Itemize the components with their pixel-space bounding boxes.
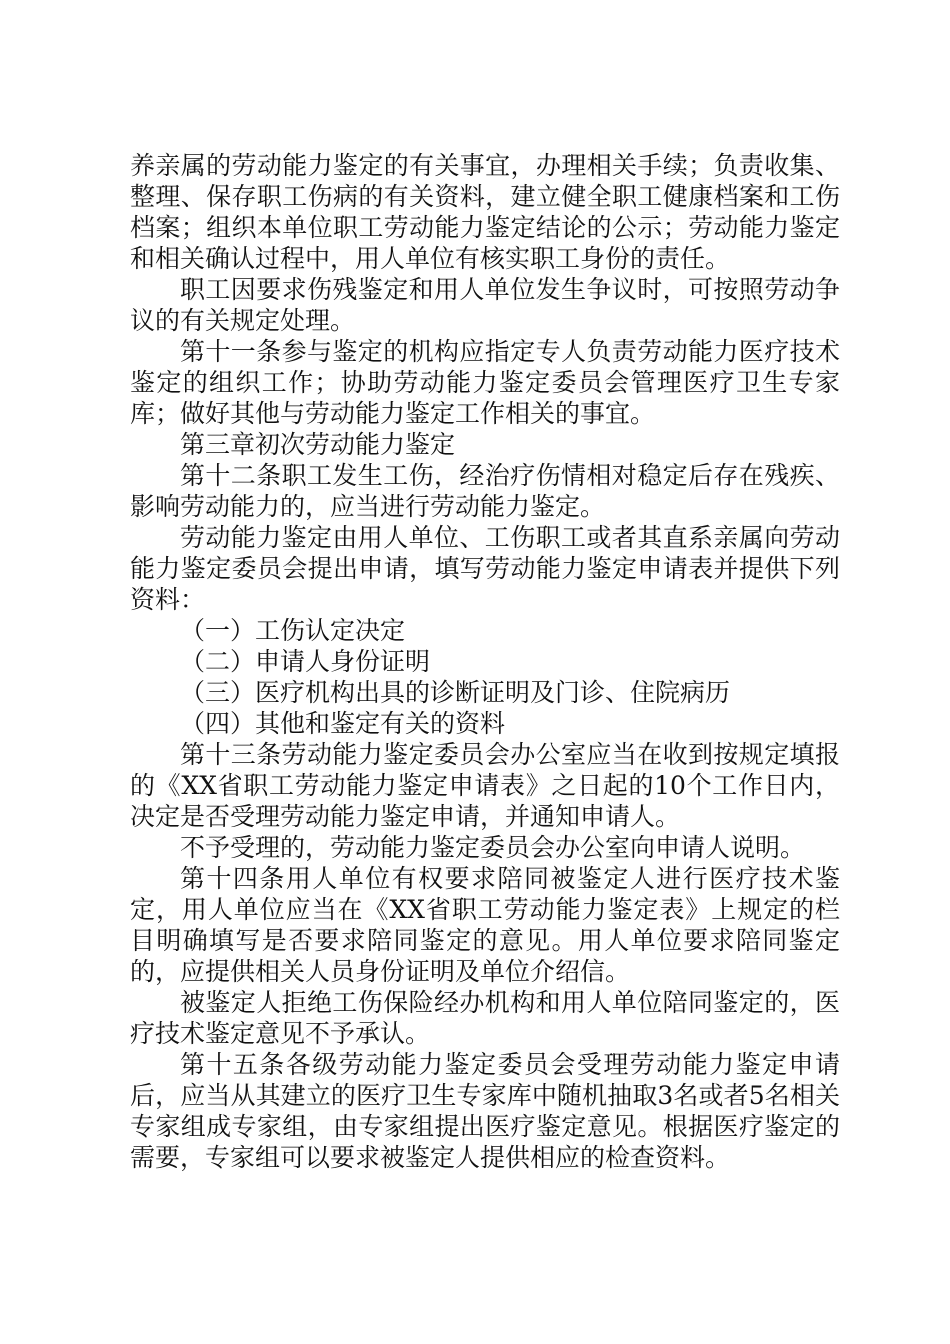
paragraph-article-15: 第十五条各级劳动能力鉴定委员会受理劳动能力鉴定申请后，应当从其建立的医疗卫生专家库中随机抽取3名或者5名相关专家组成专家组，由专家组提出医疗鉴定意见。根据医疗鉴定的需要，专家组可以要求被鉴定人提供相应的检查资料。 xyxy=(130,1050,840,1172)
chapter-heading: 第三章初次劳动能力鉴定 xyxy=(180,430,456,459)
paragraph-rejection: 不予受理的，劳动能力鉴定委员会办公室向申请人说明。 xyxy=(180,833,806,862)
paragraph-dispute: 职工因要求伤残鉴定和用人单位发生争议时，可按照劳动争议的有关规定处理。 xyxy=(130,275,840,335)
list-item-1: （一）工伤认定决定 xyxy=(180,616,406,645)
list-item-2: （二）申请人身份证明 xyxy=(180,647,431,676)
paragraph-article-11: 第十一条参与鉴定的机构应指定专人负责劳动能力医疗技术鉴定的组织工作；协助劳动能力鉴定委员会管理医疗卫生专家库；做好其他与劳动能力鉴定工作相关的事宜。 xyxy=(130,337,840,428)
paragraph-article-14: 第十四条用人单位有权要求陪同被鉴定人进行医疗技术鉴定，用人单位应当在《XX省职工劳动能力鉴定表》上规定的栏目明确填写是否要求陪同鉴定的意见。用人单位要求陪同鉴定的，应提供相关人员身份证明及单位介绍信。 xyxy=(130,864,840,986)
list-item-4: （四）其他和鉴定有关的资料 xyxy=(180,709,506,738)
paragraph-article-13: 第十三条劳动能力鉴定委员会办公室应当在收到按规定填报的《XX省职工劳动能力鉴定申请表》之日起的10个工作日内，决定是否受理劳动能力鉴定申请，并通知申请人。 xyxy=(130,740,840,831)
paragraph-refusal: 被鉴定人拒绝工伤保险经办机构和用人单位陪同鉴定的，医疗技术鉴定意见不予承认。 xyxy=(130,988,840,1048)
paragraph-application: 劳动能力鉴定由用人单位、工伤职工或者其直系亲属向劳动能力鉴定委员会提出申请，填写劳动能力鉴定申请表并提供下列资料： xyxy=(130,523,840,614)
paragraph-article-12: 第十二条职工发生工伤，经治疗伤情相对稳定后存在残疾、影响劳动能力的，应当进行劳动能力鉴定。 xyxy=(130,461,840,521)
paragraph-continuation: 养亲属的劳动能力鉴定的有关事宜，办理相关手续；负责收集、整理、保存职工伤病的有关资料，建立健全职工健康档案和工伤档案；组织本单位职工劳动能力鉴定结论的公示；劳动能力鉴定和相关确认过程中，用人单位有核实职工身份的责任。 xyxy=(130,151,840,273)
document-body xyxy=(130,150,840,1173)
list-item-3: （三）医疗机构出具的诊断证明及门诊、住院病历 xyxy=(180,678,731,707)
